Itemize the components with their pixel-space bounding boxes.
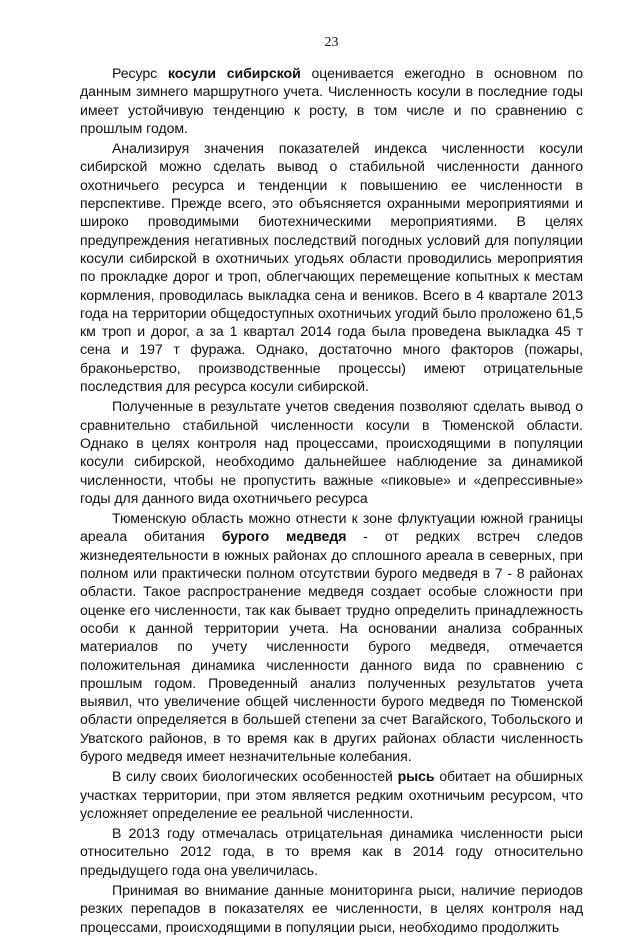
paragraph-brown-bear xyxy=(80,509,583,765)
page-number: 23 xyxy=(324,35,339,50)
highlight-species-brown-bear: бурого медведя xyxy=(221,528,347,545)
text-run: Полученные в результате учетов сведения позволяют сделать вывод о сравнительно стабильной численности косули в Тюменской области. Однако в целях контроля над процессами, происходящими в популяции косули сибирской, необходимо дальнейшее наблюдение за динамикой численности, чтобы не пропустить важные «пиковые» и «депрессивные» годы для данного вида охотничьего ресурса xyxy=(80,398,583,506)
text-run: В 2013 году отмечалась отрицательная динамика численности рыси относительно 2012 года, в то время как в 2014 году относительно предыдущего года она увеличилась. xyxy=(80,825,583,878)
text-run: оценивается ежегодно в основном по данным зимнего маршрутного учета. Численность косули в последние годы имеет устойчивую тенденцию к росту, в том числе и по сравнению с прошлым годом. xyxy=(80,65,583,136)
text-run: обитает на обширных участках территории, при этом является редким охотничьим ресурсом, что усложняет определение ее реальной численности. xyxy=(80,768,583,821)
text-run: В силу своих биологических особенностей xyxy=(112,768,398,785)
text-run: Ресурс xyxy=(112,65,168,81)
text-run: Принимая во внимание данные мониторинга рыси, наличие периодов резких перепадов в показателях ее численности, в целях контроля над процессами, происходящими в популяции рыси, необходимо продолжить xyxy=(80,882,583,935)
paragraph-roe-deer-conclusion xyxy=(80,397,583,507)
text-run: Тюменскую область можно отнести к зоне флуктуации южной границы ареала обитания xyxy=(80,510,583,545)
paragraph-roe-deer-analysis xyxy=(80,139,583,395)
highlight-species-roe-deer: косули сибирской xyxy=(167,65,301,81)
paragraph-lynx-monitoring xyxy=(80,881,583,936)
paragraph-roe-deer-resource xyxy=(80,64,583,137)
paragraph-lynx-biology xyxy=(80,767,583,822)
highlight-species-lynx: рысь xyxy=(397,768,435,785)
text-run: - от редких встреч следов жизнедеятельности в южных районах до сплошного ареала в северных, при полном или практически полном отсутствии бурого медведя в 7 - 8 районах области. Такое распространение медведя создает особые сложности при оценке его численности, так как бывает трудно определить принадлежность особи к данной территории учета. На основании анализа собранных материалов по учету численности бурого медведя, отмечается положительная динамика численности данного вида по сравнению с прошлым годом. Проведенный анализ полученных результатов учета выявил, что увеличение общей численности бурого медведя по Тюменской области определяется в большей степени за счет Вагайского, Тобольского и Уватского районов, в то время как в других районах области численность бурого медведя имеет незначительные колебания. xyxy=(80,528,583,764)
paragraph-lynx-dynamics xyxy=(80,824,583,879)
text-run: Анализируя значения показателей индекса численности косули сибирской можно сделать вывод о стабильной численности данного охотничьего ресурса и тенденции к повышению ее численности в перспективе. Прежде всего, это объясняется охранными мероприятиями и широко проводимыми биотехническими мероприятиями. В целях предупреждения негативных последствий погодных условий для популяции косули сибирской в охотничьих угодьях области проводились мероприятия по прокладке дорог и троп, облегчающих перемещение копытных к местам кормления, проводилась выкладка сена и веников. Всего в 4 квартале 2013 года на территории общедоступных охотничьих угодий было проложено 61,5 км троп и дорог, а за 1 квартал 2014 года была проведена выкладка 45 т сена и 197 т фуража. Однако, достаточно много факторов (пожары, браконьерство, производственные процессы) имеют отрицательные последствия для ресурса косули сибирской. xyxy=(80,140,583,395)
